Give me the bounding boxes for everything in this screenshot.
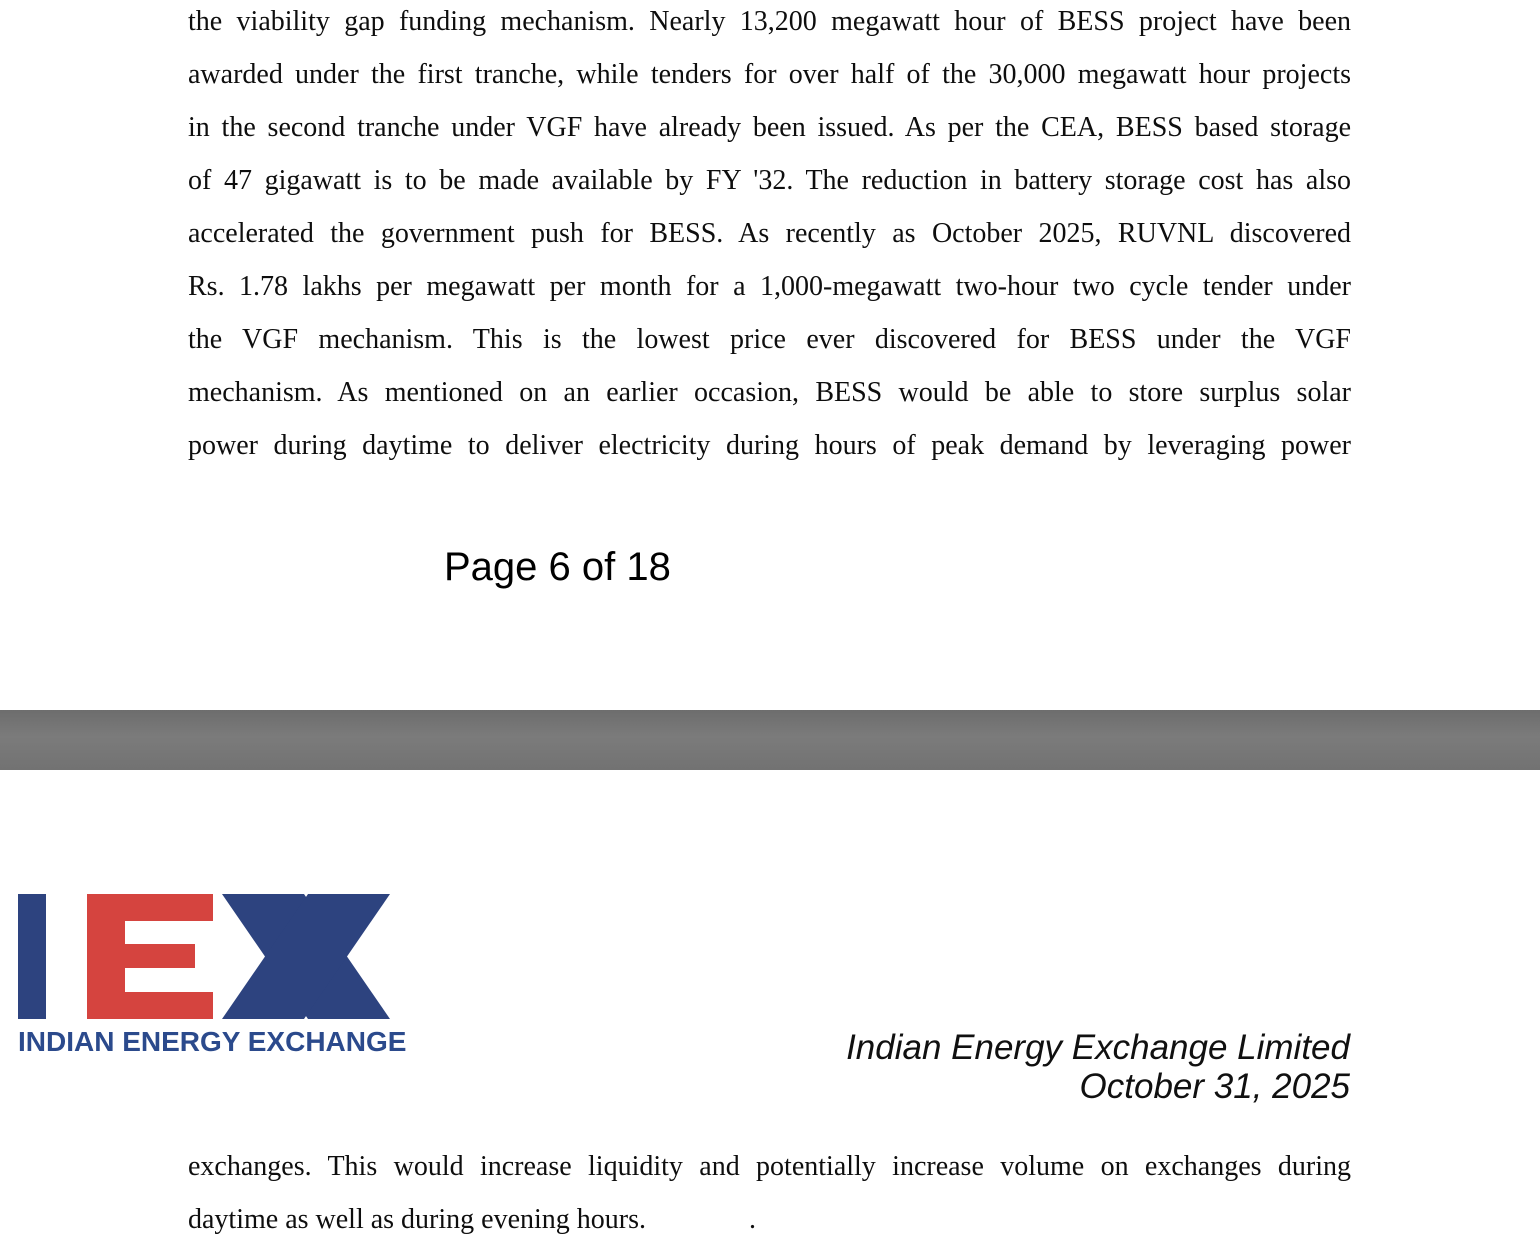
logo-letter-i bbox=[18, 894, 46, 1019]
text-line: of 47 gigawatt is to be made available by FY '32. The reduction in battery storage cost has also bbox=[188, 165, 1351, 196]
logo-letter-x bbox=[222, 894, 390, 1019]
iex-logo-letters bbox=[18, 893, 390, 1020]
iex-logo-subtitle: INDIAN ENERGY EXCHANGE bbox=[18, 1026, 407, 1057]
paragraph-page-6 bbox=[188, 0, 1351, 472]
text-line: the VGF mechanism. This is the lowest price ever discovered for BESS under the VGF bbox=[188, 324, 1351, 355]
text-line: Rs. 1.78 lakhs per megawatt per month for a 1,000-megawatt two-hour two cycle tender under bbox=[188, 271, 1351, 302]
text-line: the viability gap funding mechanism. Nearly 13,200 megawatt hour of BESS project have been bbox=[188, 6, 1351, 37]
paragraph-page-7 bbox=[188, 1140, 1351, 1246]
stray-period: . bbox=[749, 1204, 757, 1235]
page-number-footer: Page 6 of 18 bbox=[444, 545, 671, 589]
company-name: Indian Energy Exchange Limited bbox=[846, 1028, 1350, 1067]
text-line bbox=[188, 1193, 1351, 1246]
text-line-content: daytime as well as during evening hours. bbox=[188, 1204, 647, 1235]
text-line: power during daytime to deliver electricity during hours of peak demand by leveraging power bbox=[188, 430, 1351, 461]
document-header bbox=[846, 1028, 1350, 1106]
text-line: exchanges. This would increase liquidity and potentially increase volume on exchanges during bbox=[188, 1151, 1351, 1182]
text-line: mechanism. As mentioned on an earlier occasion, BESS would be able to store surplus solar bbox=[188, 377, 1351, 408]
text-line: accelerated the government push for BESS. As recently as October 2025, RUVNL discovered bbox=[188, 218, 1351, 249]
page-separator-bar bbox=[0, 710, 1540, 770]
iex-logo bbox=[18, 893, 407, 1058]
logo-letter-e bbox=[87, 894, 213, 1019]
text-line: in the second tranche under VGF have already been issued. As per the CEA, BESS based storage bbox=[188, 112, 1351, 143]
text-line: awarded under the first tranche, while tenders for over half of the 30,000 megawatt hour projects bbox=[188, 59, 1351, 90]
document-date: October 31, 2025 bbox=[1079, 1067, 1350, 1106]
